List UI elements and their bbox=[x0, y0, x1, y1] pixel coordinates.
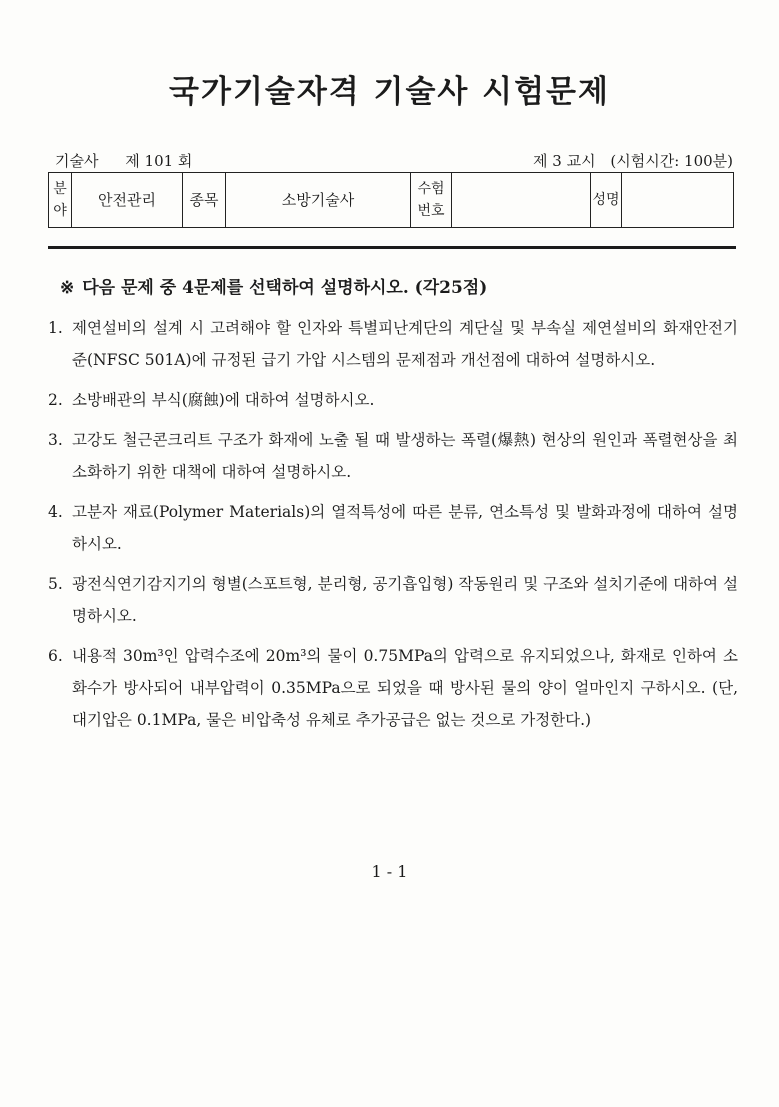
question-number: 2. bbox=[48, 391, 63, 409]
exam-number-label: 수험번호 bbox=[411, 173, 452, 228]
question-item bbox=[48, 496, 738, 560]
field-value: 안전관리 bbox=[72, 173, 183, 228]
question-item bbox=[48, 384, 738, 416]
exam-title: 국가기술자격 기술사 시험문제 bbox=[169, 74, 610, 110]
exam-round: 제 101 회 bbox=[125, 152, 193, 170]
instruction-text: 다음 문제 중 4문제를 선택하여 설명하시오. (각25점) bbox=[82, 278, 488, 298]
instruction bbox=[60, 273, 495, 298]
question-number: 6. bbox=[48, 647, 63, 665]
subject-label: 종목 bbox=[183, 173, 226, 228]
question-number: 5. bbox=[48, 575, 63, 593]
question-number: 1. bbox=[48, 319, 63, 337]
question-number: 4. bbox=[48, 503, 63, 521]
question-text: 제연설비의 설계 시 고려해야 할 인자와 특별피난계단의 계단실 및 부속실 제연설비의 화재안전기준(NFSC 501A)에 규정된 급기 가압 시스템의 문제점과 개선점에 대하여 설명하시오. bbox=[72, 319, 738, 369]
exam-category: 기술사 bbox=[55, 152, 99, 170]
page-number: 1 - 1 bbox=[371, 862, 408, 881]
question-text: 내용적 30m³인 압력수조에 20m³의 물이 0.75MPa의 압력으로 유지되었으나, 화재로 인하여 소화수가 방사되어 내부압력이 0.35MPa으로 되었을 때 방사된 물의 양이 얼마인지 구하시오. (단, 대기압은 0.1MPa, 물은 비압축성 유체로 추가공급은 없는 것으로 가정한다.) bbox=[72, 647, 738, 729]
divider-line bbox=[48, 246, 736, 249]
name-label: 성명 bbox=[591, 173, 622, 228]
question-item bbox=[48, 568, 738, 632]
exam-number-field[interactable] bbox=[452, 173, 591, 228]
question-list bbox=[48, 312, 738, 744]
exam-time: (시험시간: 100분) bbox=[610, 152, 733, 170]
subject-value: 소방기술사 bbox=[226, 173, 411, 228]
exam-info-table bbox=[48, 172, 734, 228]
field-label: 분야 bbox=[49, 173, 72, 228]
question-text: 고강도 철근콘크리트 구조가 화재에 노출 될 때 발생하는 폭렬(爆熱) 현상의 원인과 폭렬현상을 최소화하기 위한 대책에 대하여 설명하시오. bbox=[72, 431, 738, 481]
question-item bbox=[48, 312, 738, 376]
question-text: 소방배관의 부식(腐蝕)에 대하여 설명하시오. bbox=[72, 391, 375, 409]
name-field[interactable] bbox=[622, 173, 734, 228]
instruction-mark: ※ bbox=[60, 278, 75, 298]
exam-period: 제 3 교시 bbox=[533, 152, 596, 170]
question-item bbox=[48, 640, 738, 736]
exam-header-left bbox=[55, 150, 214, 171]
question-item bbox=[48, 424, 738, 488]
question-text: 광전식연기감지기의 형별(스포트형, 분리형, 공기흡입형) 작동원리 및 구조와 설치기준에 대하여 설명하시오. bbox=[72, 575, 738, 625]
question-text: 고분자 재료(Polymer Materials)의 열적특성에 따른 분류, 연소특성 및 발화과정에 대하여 설명하시오. bbox=[72, 503, 738, 553]
question-number: 3. bbox=[48, 431, 63, 449]
exam-header-right bbox=[523, 150, 733, 171]
